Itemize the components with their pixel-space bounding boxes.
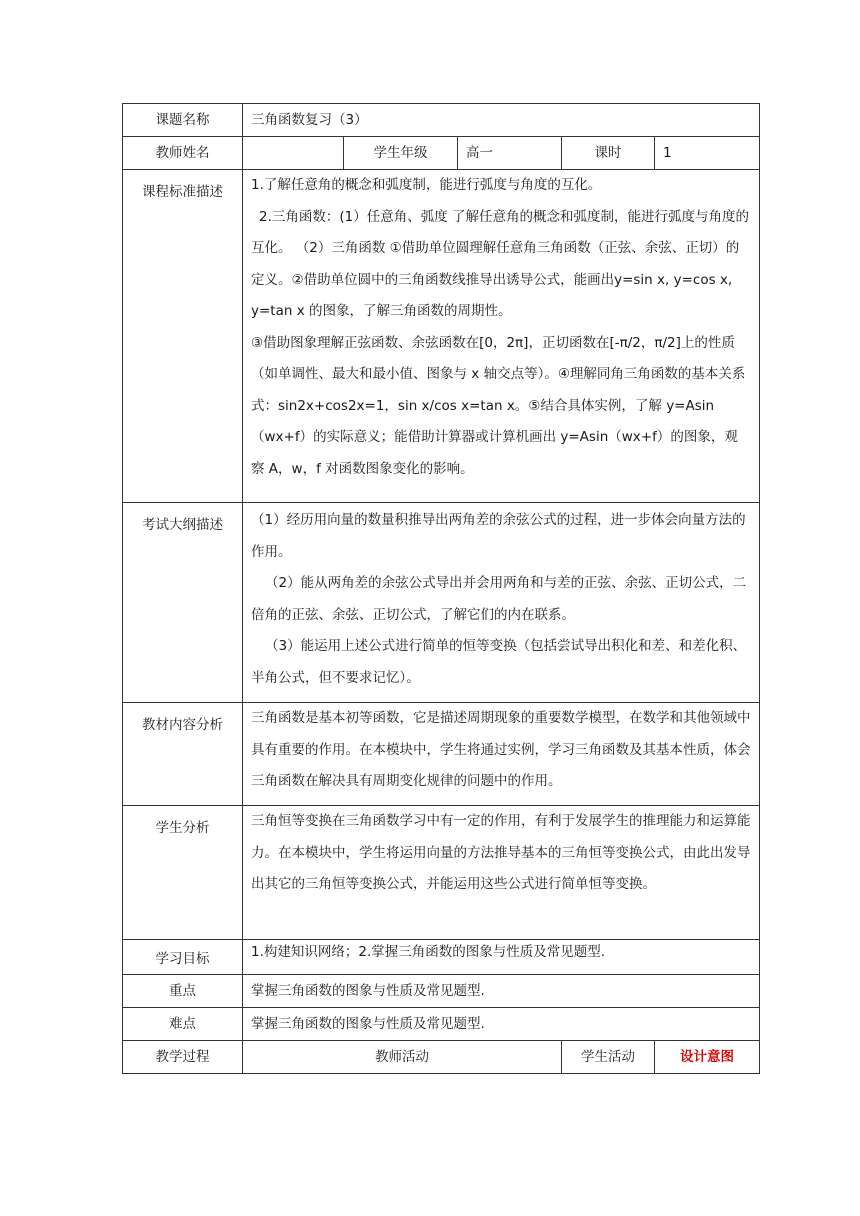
grade-label: 学生年级 xyxy=(344,137,458,170)
key-label: 重点 xyxy=(123,975,243,1008)
content-label: 教材内容分析 xyxy=(123,703,243,806)
key-text: 掌握三角函数的图象与性质及常见题型. xyxy=(243,975,760,1008)
lesson-plan-table xyxy=(122,103,760,1074)
content-text: 三角函数是基本初等函数，它是描述周期现象的重要数学模型，在数学和其他领域中具有重要的作用。在本模块中，学生将通过实例，学习三角函数及其基本性质，体会三角函数在解决具有周期变化规律的问题中的作用。 xyxy=(243,703,760,806)
student-text: 三角恒等变换在三角函数学习中有一定的作用，有利于发展学生的推理能力和运算能力。在本模块中，学生将运用向量的方法推导基本的三角恒等变换公式，由此出发导出其它的三角恒等变换公式，并能运用这些公式进行简单恒等变换。 xyxy=(243,806,760,940)
standard-p2: 2.三角函数：(1）任意角、弧度 了解任意角的概念和弧度制，能进行弧度与角度的互化。 （2）三角函数 ①借助单位圆理解任意角三角函数（正弦、余弦、正切）的定义。②借助单位圆中的三角函数线推导出诱导公式，能画出y=sin x, y=cos x, y=tan x 的图象，了解三角函数的周期性。 xyxy=(251,208,750,319)
difficult-text: 掌握三角函数的图象与性质及常见题型. xyxy=(243,1008,760,1041)
row-student xyxy=(123,806,760,940)
row-title xyxy=(123,104,760,137)
standard-p3: ③借助图象理解正弦函数、余弦函数在[0，2π]，正切函数在[-π/2，π/2]上的性质（如单调性、最大和最小值、图象与 x 轴交点等）。④理解同角三角函数的基本关系式：sin2x+cos2x=1，sin x/cos x=tan x。⑤结合具体实例，了解 y=Asin（wx+f）的实际意义；能借助计算器或计算机画出 y=Asin（wx+f）的图象，观察 A，w，f 对函数图象变化的影响。 xyxy=(251,334,746,477)
row-standard xyxy=(123,170,760,503)
exam-label: 考试大纲描述 xyxy=(123,503,243,703)
row-key xyxy=(123,975,760,1008)
hours-value: 1 xyxy=(655,137,760,170)
row-difficult xyxy=(123,1008,760,1041)
teacher-name xyxy=(243,137,344,170)
hours-label: 课时 xyxy=(562,137,655,170)
grade-value: 高一 xyxy=(458,137,562,170)
exam-p3: （3）能运用上述公式进行简单的恒等变换（包括尝试导出积化和差、和差化积、半角公式，但不要求记忆）。 xyxy=(251,638,747,686)
row-process xyxy=(123,1041,760,1074)
standard-p1: 1.了解任意角的概念和弧度制，能进行弧度与角度的互化。 xyxy=(251,177,602,193)
exam-p1: （1）经历用向量的数量积推导出两角差的余弦公式的过程，进一步体会向量方法的作用。 xyxy=(251,512,746,560)
difficult-label: 难点 xyxy=(123,1008,243,1041)
standard-label: 课程标准描述 xyxy=(123,170,243,503)
row-content xyxy=(123,703,760,806)
teacher-label: 教师姓名 xyxy=(123,137,243,170)
teacher-activity-header: 教师活动 xyxy=(243,1041,562,1074)
title-value: 三角函数复习（3） xyxy=(243,104,760,137)
exam-content xyxy=(243,503,760,703)
goal-text: 1.构建知识网络；2.掌握三角函数的图象与性质及常见题型. xyxy=(243,940,760,975)
goal-label: 学习目标 xyxy=(123,940,243,975)
student-label: 学生分析 xyxy=(123,806,243,940)
row-teacher xyxy=(123,137,760,170)
design-intent-header: 设计意图 xyxy=(655,1041,760,1074)
row-exam xyxy=(123,503,760,703)
title-label: 课题名称 xyxy=(123,104,243,137)
process-label: 教学过程 xyxy=(123,1041,243,1074)
exam-p2: （2）能从两角差的余弦公式导出并会用两角和与差的正弦、余弦、正切公式，二倍角的正弦、余弦、正切公式，了解它们的内在联系。 xyxy=(251,575,747,623)
student-activity-header: 学生活动 xyxy=(562,1041,655,1074)
row-goal xyxy=(123,940,760,975)
standard-content xyxy=(243,170,760,503)
